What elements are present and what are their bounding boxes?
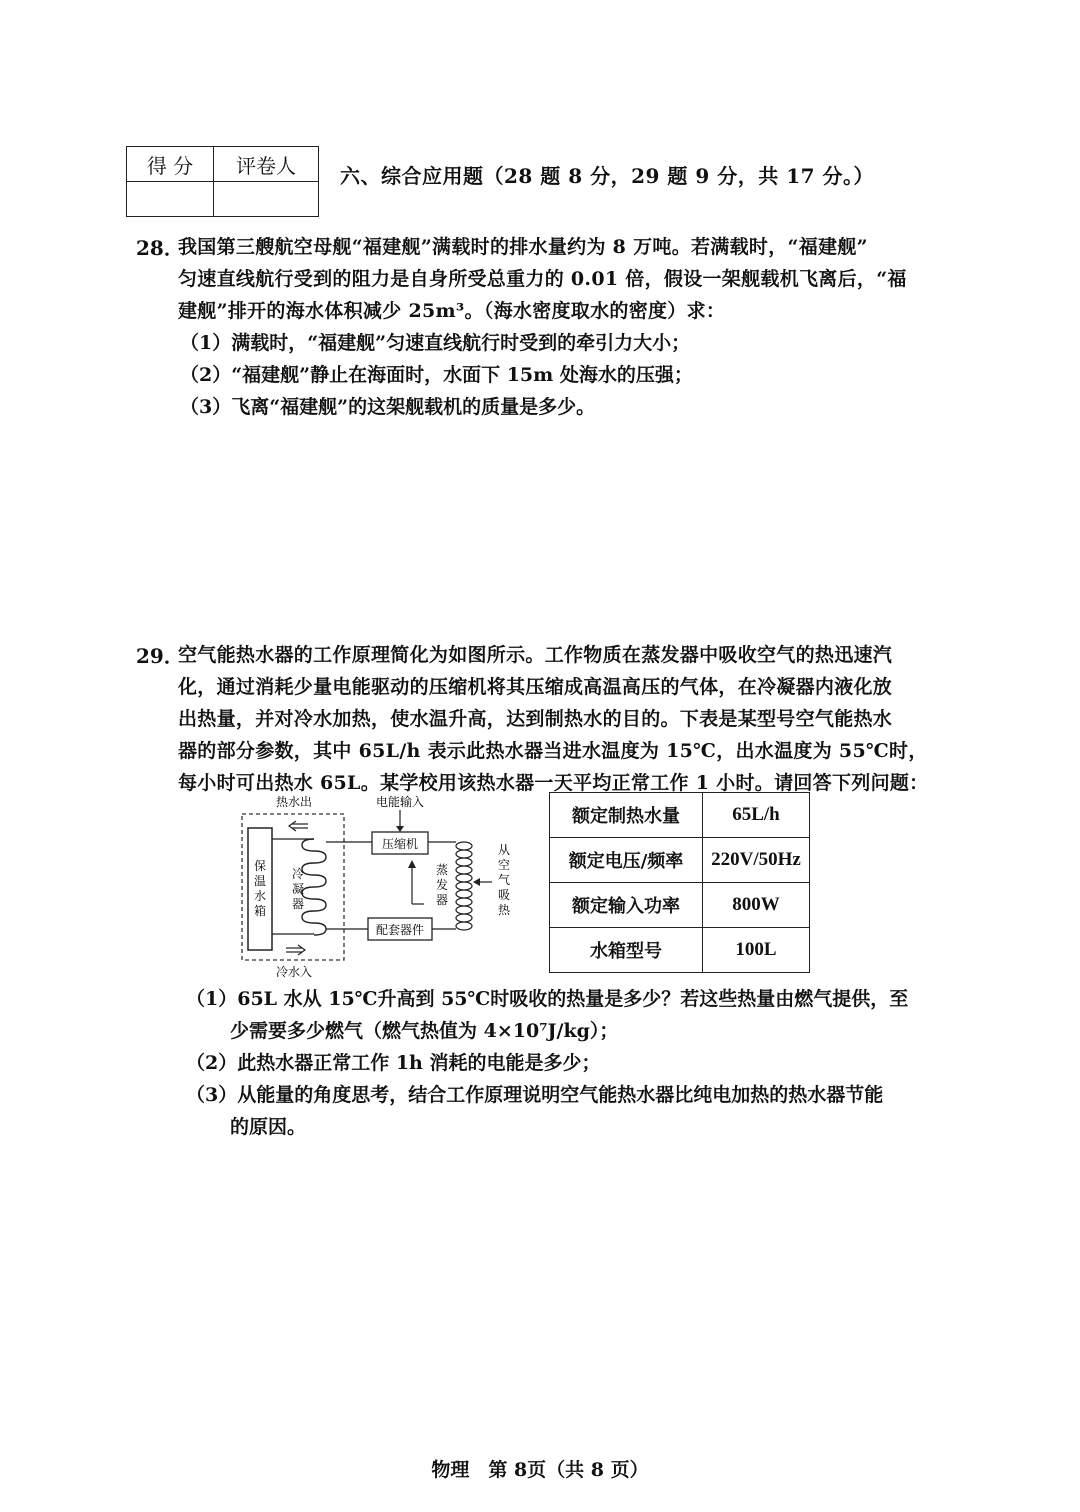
param-key: 额定电压/频率 [550, 838, 703, 883]
q28-line: 我国第三艘航空母舰“福建舰”满载时的排水量约为 8 万吨。若满载时，“福建舰” [178, 236, 868, 258]
accessories-label: 配套器件 [375, 923, 425, 937]
table-row [550, 838, 810, 883]
score-table [126, 146, 319, 217]
q28-line: 建舰”排开的海水体积减少 25m³。（海水密度取水的密度）求： [178, 300, 726, 322]
evaporator-label: 蒸发器 [435, 863, 449, 907]
evaporator-coil [456, 842, 472, 930]
param-key: 额定输入功率 [550, 883, 703, 928]
q29-line: 出热量，并对冷水加热，使水温升高，达到制热水的目的。下表是某型号空气能热水 [178, 708, 893, 730]
condenser-coil [302, 839, 326, 935]
q28-number: 28． [136, 236, 184, 260]
flow-arrowhead [408, 860, 416, 868]
q29-part-1: （1）65L 水从 15℃升高到 55℃时吸收的热量是多少？若这些热量由燃气提供，至 [186, 988, 909, 1010]
q28-part-2: （2）“福建舰”静止在海面时，水面下 15m 处海水的压强； [180, 364, 693, 386]
q29-part-3: （3）从能量的角度思考，结合工作原理说明空气能热水器比纯电加热的热水器节能 [186, 1084, 884, 1106]
score-header: 得 分 [127, 147, 214, 182]
param-key: 额定制热水量 [550, 793, 703, 838]
hot-out-arrow [289, 821, 308, 831]
table-row [550, 793, 810, 838]
q29-line: 化，通过消耗少量电能驱动的压缩机将其压缩成高温高压的气体，在冷凝器内液化放 [178, 676, 893, 698]
grader-cell[interactable] [214, 182, 319, 217]
q29-part-2: （2）此热水器正常工作 1h 消耗的电能是多少； [186, 1052, 601, 1074]
q29-part-3-cont: 的原因。 [230, 1116, 307, 1138]
q28-part-1: （1）满载时，“福建舰”匀速直线航行时受到的牵引力大小； [180, 332, 691, 354]
absorb-arrowhead [473, 878, 480, 886]
table-row [550, 928, 810, 973]
grader-header: 评卷人 [214, 147, 319, 182]
q28-line: 匀速直线航行受到的阻力是自身所受总重力的 0.01 倍，假设一架舰载机飞离后，“福 [178, 268, 907, 290]
compressor-label: 压缩机 [381, 837, 419, 851]
q29-number: 29． [136, 644, 184, 668]
absorb-label: 从空气吸热 [497, 843, 511, 917]
param-value: 100L [703, 928, 810, 973]
param-key: 水箱型号 [550, 928, 703, 973]
tank-label: 保温水箱 [253, 859, 267, 918]
power-input-label: 电能输入 [375, 795, 425, 809]
cold-in-arrow [286, 945, 305, 955]
cold-in-label: 冷水入 [275, 965, 313, 979]
table-row [550, 883, 810, 928]
hot-out-label: 热水出 [275, 795, 313, 809]
section-title: 六、综合应用题（28 题 8 分，29 题 9 分，共 17 分。） [340, 164, 875, 188]
param-value: 220V/50Hz [703, 838, 810, 883]
q29-line: 每小时可出热水 65L。某学校用该热水器一天平均正常工作 1 小时。请回答下列问题： [178, 772, 929, 794]
heat-pump-diagram [234, 794, 534, 980]
param-value: 800W [703, 883, 810, 928]
param-value: 65L/h [703, 793, 810, 838]
parameter-table [549, 792, 810, 973]
condenser-label: 冷凝器 [291, 867, 305, 911]
q29-line: 器的部分参数，其中 65L/h 表示此热水器当进水温度为 15℃，出水温度为 55℃时， [178, 740, 928, 762]
q29-line: 空气能热水器的工作原理简化为如图所示。工作物质在蒸发器中吸收空气的热迅速汽 [178, 644, 893, 666]
page-footer: 物理 第 8页（共 8 页） [431, 1459, 649, 1481]
q29-part-1-cont: 少需要多少燃气（燃气热值为 4×10⁷J/kg）； [230, 1020, 619, 1042]
score-cell[interactable] [127, 182, 214, 217]
q28-part-3: （3）飞离“福建舰”的这架舰载机的质量是多少。 [180, 396, 596, 418]
